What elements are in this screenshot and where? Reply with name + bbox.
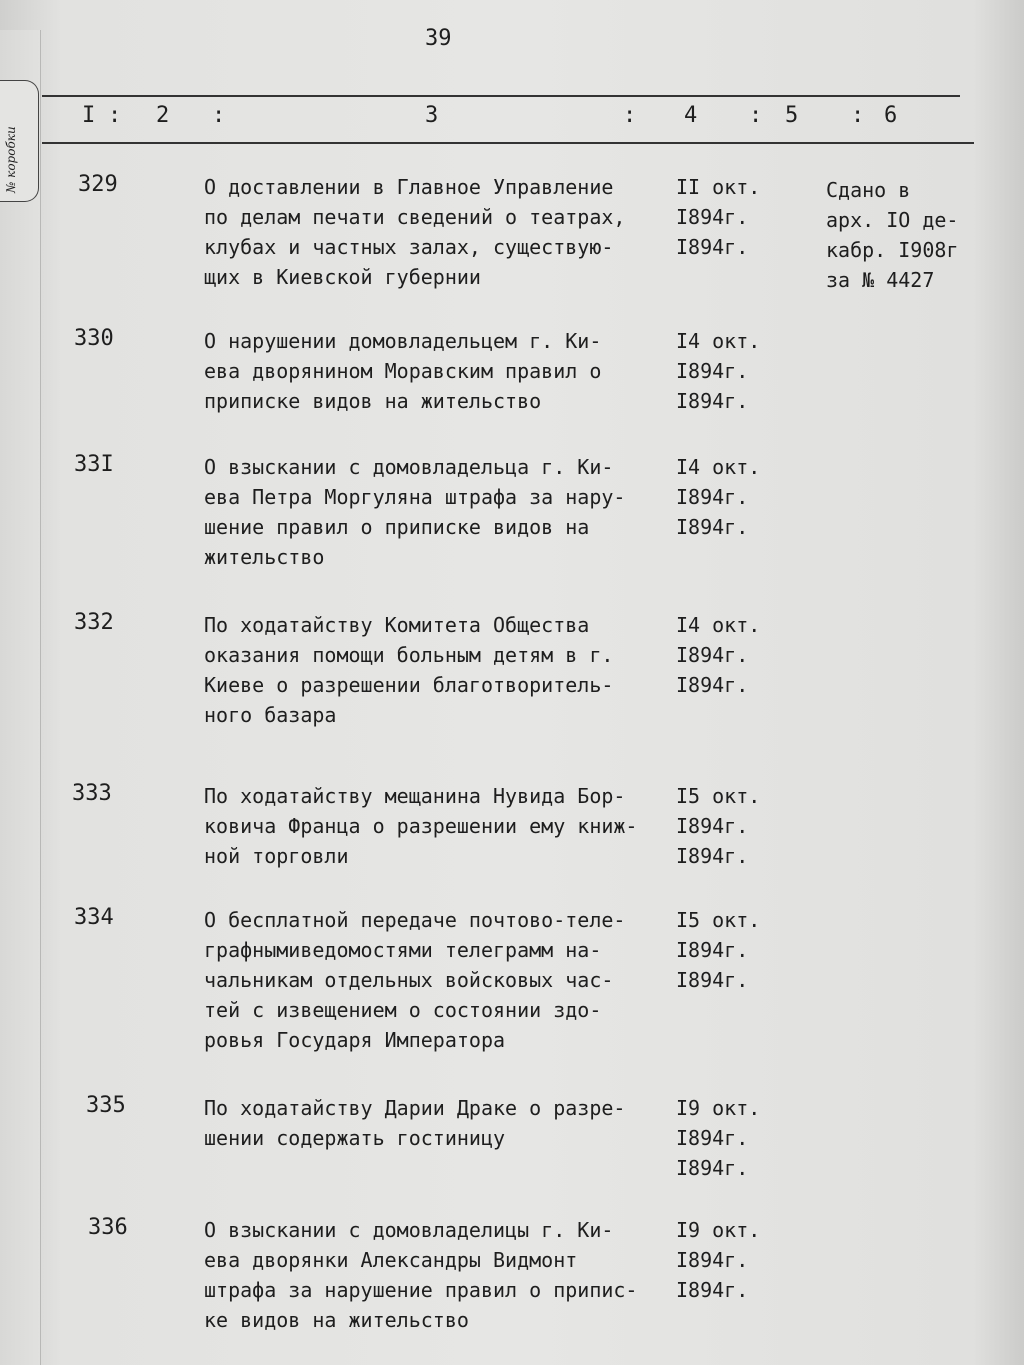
header-rule-top [42,95,960,97]
date-line: I894г. [676,359,749,383]
title-line: тей с извещением о состоянии здо- [204,998,602,1022]
record-dates [676,452,760,542]
date-line: I894г. [676,1126,749,1150]
date-line: I894г. [676,1248,749,1272]
date-line: I894г. [676,515,749,539]
note-line: Сдано в [826,178,911,202]
record-number: 329 [78,172,118,197]
title-line: по делам печати сведений о театрах, [204,205,626,229]
header-col-3: 3 [425,103,439,128]
date-line: I9 окт. [676,1218,761,1242]
note-line: кабр. I908г [826,238,959,262]
title-line: ева дворянки Александры Видмонт [204,1248,578,1272]
date-line: I894г. [676,814,749,838]
date-line: II окт. [676,175,761,199]
record-number: 333 [72,781,112,806]
title-line: графнымиведомостями телеграмм на- [204,938,602,962]
record-number: 336 [88,1215,128,1240]
box-number-tab [0,80,39,202]
title-line: О нарушении домовладельцем г. Ки- [204,329,602,353]
record-dates [676,172,760,262]
title-line: ной торговли [204,844,349,868]
box-number-label: № коробки [4,126,18,193]
title-line: По ходатайству Дарии Драке о разре- [204,1096,626,1120]
date-line: I894г. [676,643,749,667]
title-line: О взыскании с домовладелицы г. Ки- [204,1218,614,1242]
record-title [204,781,674,871]
title-line: По ходатайству мещанина Нувида Бор- [204,784,626,808]
title-line: шении содержать гостиницу [204,1126,506,1150]
archive-note [826,175,958,295]
header-separator: : [623,103,637,128]
date-line: I4 окт. [676,613,761,637]
record-dates [676,905,760,995]
date-line: I894г. [676,389,749,413]
record-title [204,1215,674,1335]
title-line: О бесплатной передаче почтово-теле- [204,908,626,932]
header-col-2: 2 [156,103,170,128]
date-line: I4 окт. [676,455,761,479]
record-dates [676,1093,760,1183]
record-dates [676,610,760,700]
header-separator: : [108,103,122,128]
title-line: ева Петра Моргуляна штрафа за нару- [204,485,626,509]
record-dates [676,1215,760,1305]
record-number: 335 [86,1093,126,1118]
record-number: 33I [74,452,114,477]
record-number: 330 [74,326,114,351]
date-line: I5 окт. [676,908,761,932]
title-line: ке видов на жительство [204,1308,469,1332]
header-col-6: 6 [884,103,898,128]
title-line: приписке видов на жительство [204,389,542,413]
header-separator: : [749,103,763,128]
record-title [204,326,674,416]
date-line: I9 окт. [676,1096,761,1120]
header-col-1: I [82,103,96,128]
title-line: Киеве о разрешении благотворитель- [204,673,614,697]
title-line: оказания помощи больным детям в г. [204,643,614,667]
record-title [204,1093,674,1153]
record-dates [676,326,760,416]
date-line: I894г. [676,235,749,259]
title-line: жительство [204,545,325,569]
date-line: I894г. [676,673,749,697]
title-line: ного базара [204,703,337,727]
title-line: щих в Киевской губернии [204,265,481,289]
title-line: О доставлении в Главное Управление [204,175,614,199]
title-line: По ходатайству Комитета Общества [204,613,590,637]
date-line: I894г. [676,938,749,962]
header-separator: : [851,103,865,128]
page-number: 39 [425,26,452,51]
title-line: ева дворянином Моравским правил о [204,359,602,383]
header-col-5: 5 [785,103,799,128]
date-line: I894г. [676,205,749,229]
date-line: I894г. [676,844,749,868]
header-rule-bottom [42,142,974,144]
header-col-4: 4 [684,103,698,128]
date-line: I894г. [676,968,749,992]
title-line: ровья Государя Императора [204,1028,506,1052]
date-line: I894г. [676,1278,749,1302]
binding-strip [0,30,41,1365]
title-line: шение правил о приписке видов на [204,515,590,539]
record-number: 332 [74,610,114,635]
note-line: арх. IO де- [826,208,959,232]
note-line: за № 4427 [826,268,935,292]
title-line: О взыскании с домовладельца г. Ки- [204,455,614,479]
date-line: I894г. [676,1156,749,1180]
record-title [204,905,674,1055]
record-title [204,610,674,730]
record-dates [676,781,760,871]
record-number: 334 [74,905,114,930]
title-line: чальникам отдельных войсковых час- [204,968,614,992]
title-line: клубах и частных залах, существую- [204,235,614,259]
record-title [204,172,674,292]
date-line: I4 окт. [676,329,761,353]
date-line: I894г. [676,485,749,509]
record-title [204,452,674,572]
header-separator: : [212,103,226,128]
title-line: ковича Франца о разрешении ему книж- [204,814,638,838]
title-line: штрафа за нарушение правил о припис- [204,1278,638,1302]
date-line: I5 окт. [676,784,761,808]
